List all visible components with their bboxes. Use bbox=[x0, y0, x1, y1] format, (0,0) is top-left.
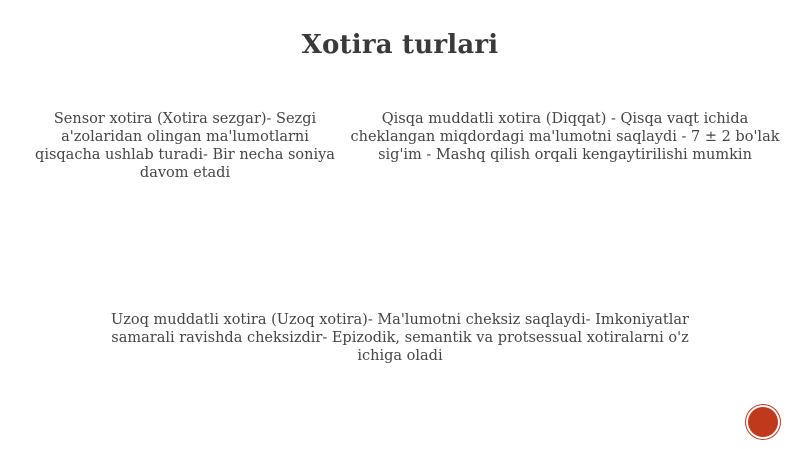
circle-button-icon[interactable] bbox=[748, 407, 778, 437]
slide-title: Xotira turlari bbox=[301, 30, 499, 60]
sensory-memory-text: Sensor xotira (Xotira sezgar)- Sezgi a'zolaridan olingan ma'lumotlarni qisqacha ushlab turadi- Bir necha soniya davom etadi bbox=[35, 111, 335, 181]
long-term-memory-text: Uzoq muddatli xotira (Uzoq xotira)- Ma'lumotni cheksiz saqlaydi- Imkoniyatlar samarali ravishda cheksizdir- Epizodik, semantik va protsessual xotiralarni o'z ichiga oladi bbox=[111, 312, 689, 364]
short-term-memory-text: Qisqa muddatli xotira (Diqqat) - Qisqa vaqt ichida cheklangan miqdordagi ma'lumotni saqlaydi - 7 ± 2 bo'lak sig'im - Mashq qilish orqali kengaytirilishi mumkin bbox=[350, 111, 780, 163]
